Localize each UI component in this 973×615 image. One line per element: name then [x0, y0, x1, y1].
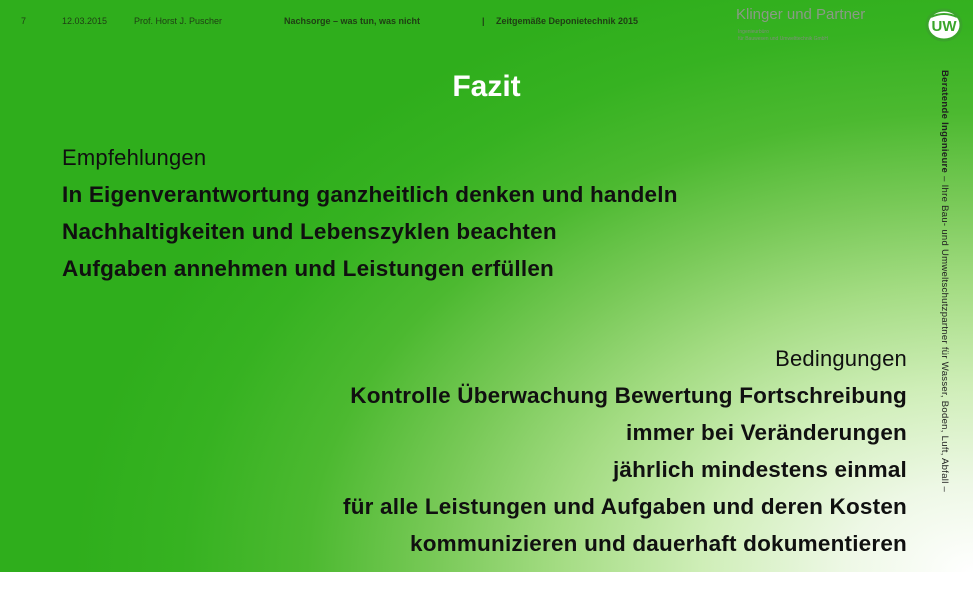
condition-item: Kontrolle Überwachung Bewertung Fortschreibung — [350, 383, 907, 408]
page-number: 7 — [21, 16, 27, 26]
section-heading-bedingungen: Bedingungen — [775, 346, 907, 371]
vertical-tagline — [939, 70, 950, 492]
condition-item: kommunizieren und dauerhaft dokumentieren — [409, 531, 907, 556]
tagline-rest: – Ihre Bau- und Umweltschutzpartner für Wasser, Boden, Luft, Abfall – — [939, 173, 950, 493]
tagline-bold: Beratende Ingenieure — [939, 70, 950, 174]
company-name: Klinger und Partner — [736, 6, 866, 23]
company-subtitle-2: für Bauwesen und Umwelttechnik GmbH — [738, 36, 829, 42]
header-separator: | — [482, 16, 485, 26]
condition-item: immer bei Veränderungen — [626, 420, 907, 445]
date: 12.03.2015 — [62, 16, 108, 26]
logo-text: UW — [931, 18, 957, 35]
event-name: Zeitgemäße Deponietechnik 2015 — [496, 16, 639, 26]
slide-title: Fazit — [452, 70, 521, 103]
presentation-topic: Nachsorge – was tun, was nicht — [284, 16, 421, 26]
company-subtitle-1: Ingenieurbüro — [738, 29, 769, 35]
uw-logo-icon — [925, 8, 963, 42]
condition-item: für alle Leistungen und Aufgaben und deren Kosten — [343, 494, 907, 519]
recommendation-item: Aufgaben annehmen und Leistungen erfüllen — [62, 256, 554, 281]
header-bar — [0, 0, 957, 42]
recommendation-item: Nachhaltigkeiten und Lebenszyklen beachten — [62, 219, 557, 244]
section-heading-empfehlungen: Empfehlungen — [62, 145, 207, 170]
condition-item: jährlich mindestens einmal — [612, 457, 907, 482]
author: Prof. Horst J. Puscher — [134, 16, 223, 26]
recommendation-item: In Eigenverantwortung ganzheitlich denken und handeln — [62, 182, 678, 207]
